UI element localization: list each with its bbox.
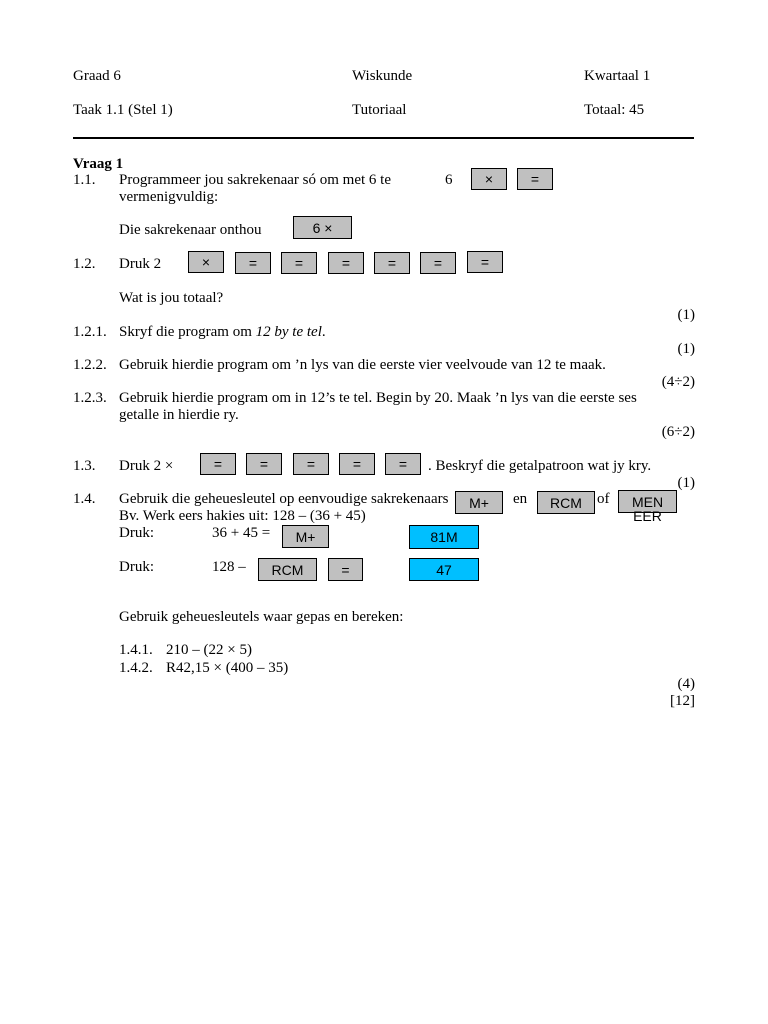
q1-1-equals-key: = (517, 168, 553, 190)
q1-4-number: 1.4. (73, 491, 96, 507)
q1-2-2-text: Gebruik hierdie program om ’n lys van die eerste vier veelvoude van 12 te maak. (119, 357, 606, 373)
q1-3-key-equals: = (385, 453, 421, 475)
q1-2-marks: (1) (677, 307, 695, 323)
q1-2-key-equals: = (467, 251, 503, 273)
q1-1-text-line1: Programmeer jou sakrekenaar só om met 6 te (119, 172, 391, 188)
q1-4-mplus-key: M+ (455, 491, 503, 514)
q1-2-key-equals: = (281, 252, 317, 274)
q1-4-druk2-display: 47 (409, 558, 479, 581)
task-label: Taak 1.1 (Stel 1) (73, 102, 173, 118)
q1-2-text: Druk 2 (119, 256, 162, 272)
q1-3-marks: (1) (677, 475, 695, 491)
q1-4-text: Gebruik die geheuesleutel op eenvoudige sakrekenaars (119, 491, 449, 507)
q1-4-word-of: of (597, 491, 610, 507)
q1-2-2-marks: (4÷2) (661, 374, 695, 390)
q1-4-memory-key: MEN EER (618, 490, 677, 513)
q1-2-1-text: Skryf die program om 12 by te tel. (119, 324, 326, 340)
q1-4-marks: (4) (677, 676, 695, 692)
term-label: Kwartaal 1 (584, 68, 651, 84)
q1-2-3-text-line2: getalle in hierdie ry. (119, 407, 239, 423)
q1-4-druk2-expr: 128 – (212, 559, 246, 575)
q1-4-druk1-display: 81M (409, 525, 479, 549)
q1-2-number: 1.2. (73, 256, 96, 272)
question-title: Vraag 1 (73, 156, 124, 172)
q1-2-3-marks: (6÷2) (661, 424, 695, 440)
q1-4-druk1-mplus-key: M+ (282, 525, 329, 548)
q1-4-word-en: en (513, 491, 528, 507)
q1-2-3-number: 1.2.3. (73, 390, 107, 406)
grade-label: Graad 6 (73, 68, 121, 84)
q1-4-druk2-equals-key: = (328, 558, 363, 581)
q1-4-druk2-label: Druk: (119, 559, 154, 575)
type-label: Tutoriaal (352, 102, 407, 118)
q1-1-times-key: × (471, 168, 507, 190)
q1-2-key-equals: = (235, 252, 271, 274)
question-total-marks: [12] (670, 693, 695, 709)
q1-3-key-equals: = (200, 453, 236, 475)
q1-4-instruction: Gebruik geheuesleutels waar gepas en bereken: (119, 609, 404, 625)
q1-4-2-number: 1.4.2. (119, 660, 153, 676)
q1-2-key-times: × (188, 251, 224, 273)
q1-3-key-equals: = (293, 453, 329, 475)
q1-1-remember-text: Die sakrekenaar onthou (119, 222, 262, 238)
q1-4-druk2-rcm-key: RCM (258, 558, 317, 581)
q1-4-druk1-label: Druk: (119, 525, 154, 541)
q1-1-remember-key: 6 × (293, 216, 352, 239)
q1-3-number: 1.3. (73, 458, 96, 474)
q1-4-2-text: R42,15 × (400 – 35) (166, 660, 289, 676)
q1-1-number: 1.1. (73, 172, 96, 188)
q1-3-key-equals: = (246, 453, 282, 475)
q1-2-key-equals: = (328, 252, 364, 274)
q1-3-text-after: . Beskryf die getalpatroon wat jy kry. (428, 458, 652, 474)
q1-2-1-number: 1.2.1. (73, 324, 107, 340)
header-divider (73, 137, 694, 139)
q1-4-example: Bv. Werk eers hakies uit: 128 – (36 + 45) (119, 508, 366, 524)
q1-2-3-text-line1: Gebruik hierdie program om in 12’s te tel. Begin by 20. Maak ’n lys van die eerste ses (119, 390, 637, 406)
q1-4-1-text: 210 – (22 × 5) (166, 642, 252, 658)
q1-4-1-number: 1.4.1. (119, 642, 153, 658)
subject-label: Wiskunde (352, 68, 413, 84)
total-label: Totaal: 45 (584, 102, 645, 118)
q1-4-rcm-key: RCM (537, 491, 595, 514)
q1-2-total-question: Wat is jou totaal? (119, 290, 224, 306)
q1-1-text-line2: vermenigvuldig: (119, 189, 219, 205)
q1-1-digit: 6 (445, 172, 453, 188)
q1-3-key-equals: = (339, 453, 375, 475)
q1-3-text: Druk 2 × (119, 458, 174, 474)
q1-4-druk1-expr: 36 + 45 = (212, 525, 271, 541)
q1-2-key-equals: = (420, 252, 456, 274)
q1-2-2-number: 1.2.2. (73, 357, 107, 373)
q1-2-1-marks: (1) (677, 341, 695, 357)
q1-2-key-equals: = (374, 252, 410, 274)
